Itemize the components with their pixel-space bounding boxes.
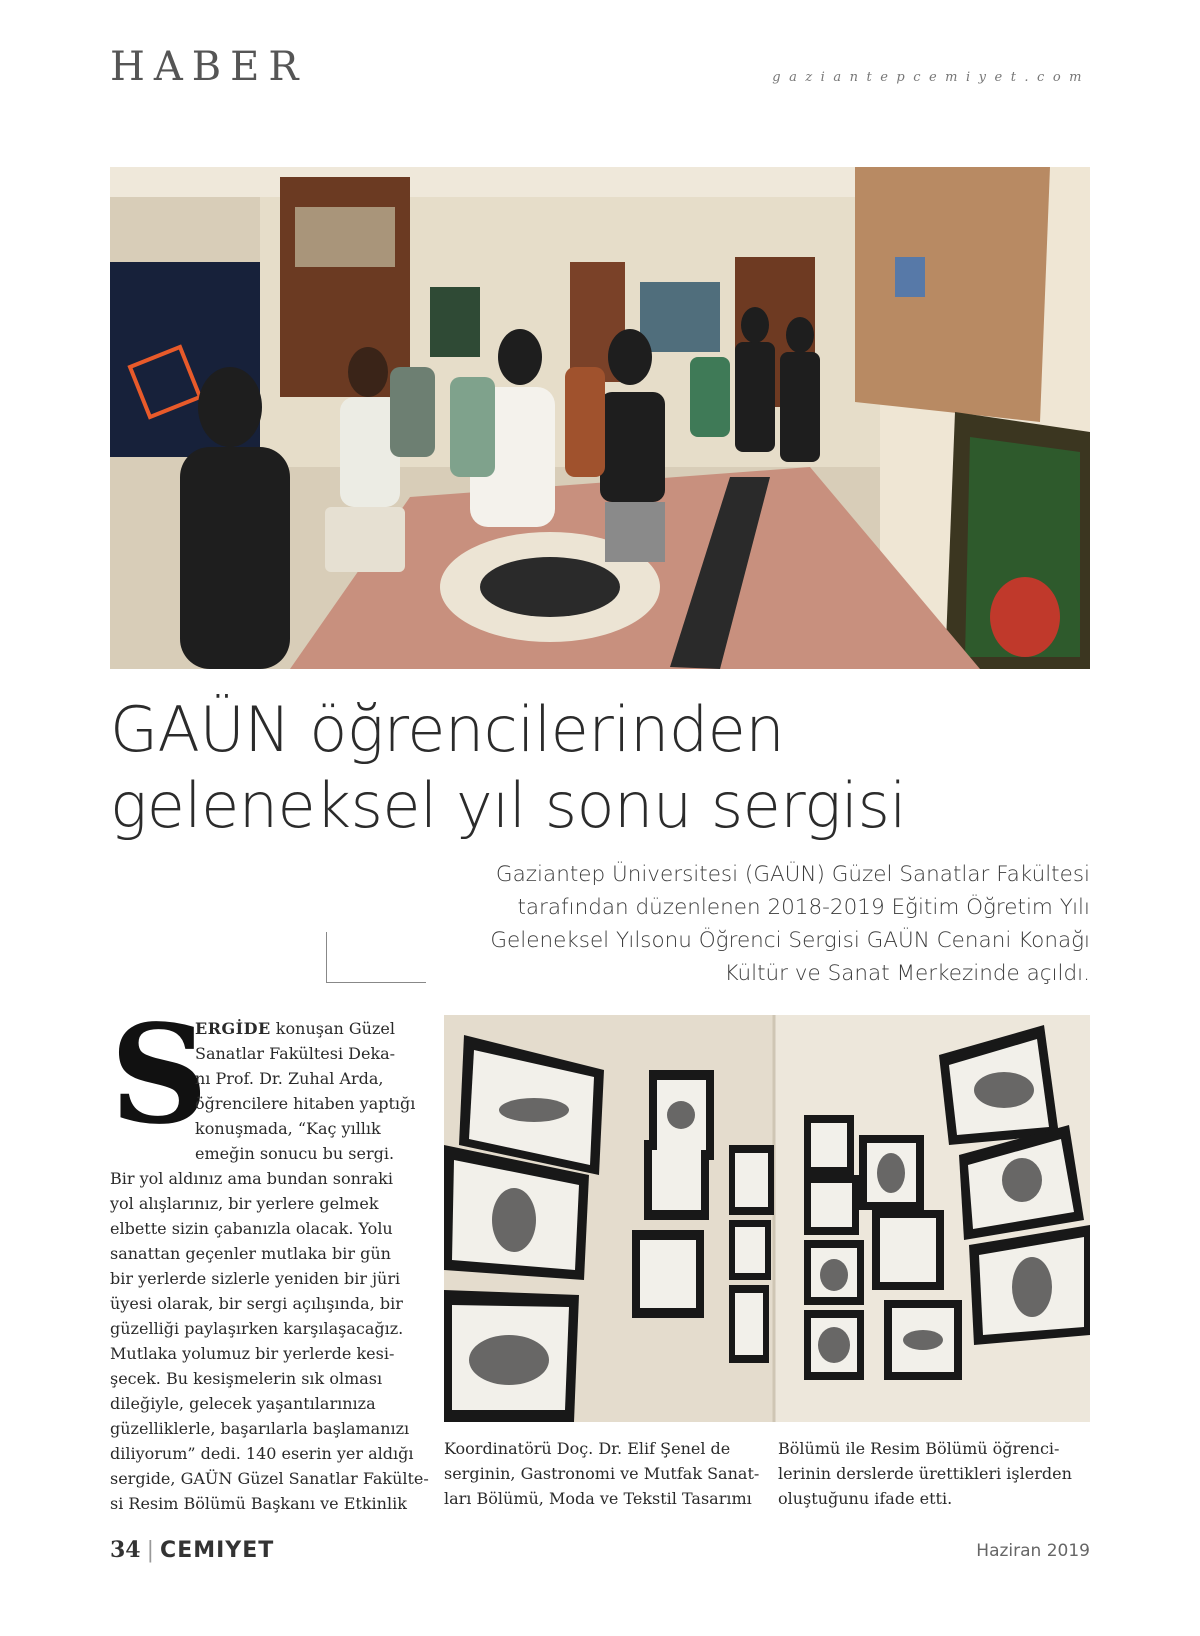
article-lead [370, 858, 1090, 990]
paragraph-line: yol alışlarınız, bir yerlere gelmek [110, 1194, 379, 1213]
paragraph-line: oluştuğunu ifade etti. [778, 1489, 953, 1508]
headline-line: GAÜN öğrencilerinden [110, 693, 785, 766]
paragraph-line: lerinin derslerde ürettikleri işlerden [778, 1464, 1072, 1483]
paragraph-line: diliyorum” dedi. 140 eserin yer aldığı [110, 1444, 414, 1463]
paragraph-line: güzelliği paylaşırken karşılaşacağız. [110, 1319, 404, 1338]
paragraph-line: bir yerlerde sizlerle yeniden bir jüri [110, 1269, 401, 1288]
article-headline [110, 692, 1090, 844]
paragraph-line: şecek. Bu kesişmelerin sık olması [110, 1369, 383, 1388]
page-number: 34 [110, 1537, 141, 1563]
paragraph-line: öğrencilere hitaben yaptığı [195, 1094, 416, 1113]
footer-separator: | [146, 1538, 155, 1563]
lead-word-rest: konuşan Güzel [270, 1019, 395, 1038]
gallery-photo [444, 1015, 1090, 1422]
lead-line: Geleneksel Yılsonu Öğrenci Sergisi GAÜN Cenani Konağı [490, 928, 1090, 953]
hero-photo-illustration [110, 167, 1090, 669]
paragraph-line: si Resim Bölümü Başkanı ve Etkinlik [110, 1494, 407, 1513]
article-column-3 [778, 1436, 1088, 1511]
paragraph-line: Bölümü ile Resim Bölümü öğrenci- [778, 1439, 1060, 1458]
issue-date: Haziran 2019 [976, 1541, 1090, 1561]
paragraph-line: emeğin sonucu bu sergi. [195, 1144, 395, 1163]
article-column-1 [110, 1016, 429, 1516]
paragraph-line: güzelliklerle, başarılarla başlamanızı [110, 1419, 410, 1438]
paragraph-line: sergide, GAÜN Güzel Sanatlar Fakülte- [110, 1469, 429, 1488]
drop-cap: S [110, 995, 209, 1155]
paragraph-line: konuşmada, “Kaç yıllık [195, 1119, 381, 1138]
website-url[interactable]: gaziantepcemiyet.com [772, 70, 1090, 85]
gallery-photo-illustration [444, 1015, 1090, 1422]
page-footer-left [110, 1537, 274, 1563]
headline-line: geleneksel yıl sonu sergisi [110, 769, 907, 842]
lead-line: tarafından düzenlenen 2018-2019 Eğitim Öğretim Yılı [517, 895, 1090, 920]
paragraph-line: sanattan geçenler mutlaka bir gün [110, 1244, 391, 1263]
magazine-name: CEMIYET [160, 1538, 275, 1563]
paragraph-line: nı Prof. Dr. Zuhal Arda, [195, 1069, 384, 1088]
paragraph-line: serginin, Gastronomi ve Mutfak Sanat- [444, 1464, 760, 1483]
section-label: HABER [110, 44, 308, 90]
paragraph-line: elbette sizin çabanızla olacak. Yolu [110, 1219, 393, 1238]
paragraph-line: üyesi olarak, bir sergi açılışında, bir [110, 1294, 403, 1313]
hero-photo [110, 167, 1090, 669]
paragraph-line: Sanatlar Fakültesi Deka- [195, 1044, 396, 1063]
paragraph-line: Bir yol aldınız ama bundan sonraki [110, 1169, 393, 1188]
paragraph-line [110, 1016, 415, 1041]
paragraph-line: dileğiyle, gelecek yaşantılarınıza [110, 1394, 376, 1413]
dropcap-wrapped-text [110, 1016, 415, 1166]
article-column-2 [444, 1436, 760, 1511]
paragraph-line: ları Bölümü, Moda ve Tekstil Tasarımı [444, 1489, 752, 1508]
paragraph-line: Koordinatörü Doç. Dr. Elif Şenel de [444, 1439, 731, 1458]
paragraph-line: Mutlaka yolumuz bir yerlerde kesi- [110, 1344, 395, 1363]
decorative-rule-vertical [326, 932, 327, 982]
lead-line: Gaziantep Üniversitesi (GAÜN) Güzel Sanatlar Fakültesi [495, 862, 1090, 887]
lead-word: ERGİDE [195, 1019, 271, 1038]
lead-line: Kültür ve Sanat Merkezinde açıldı. [724, 961, 1090, 986]
